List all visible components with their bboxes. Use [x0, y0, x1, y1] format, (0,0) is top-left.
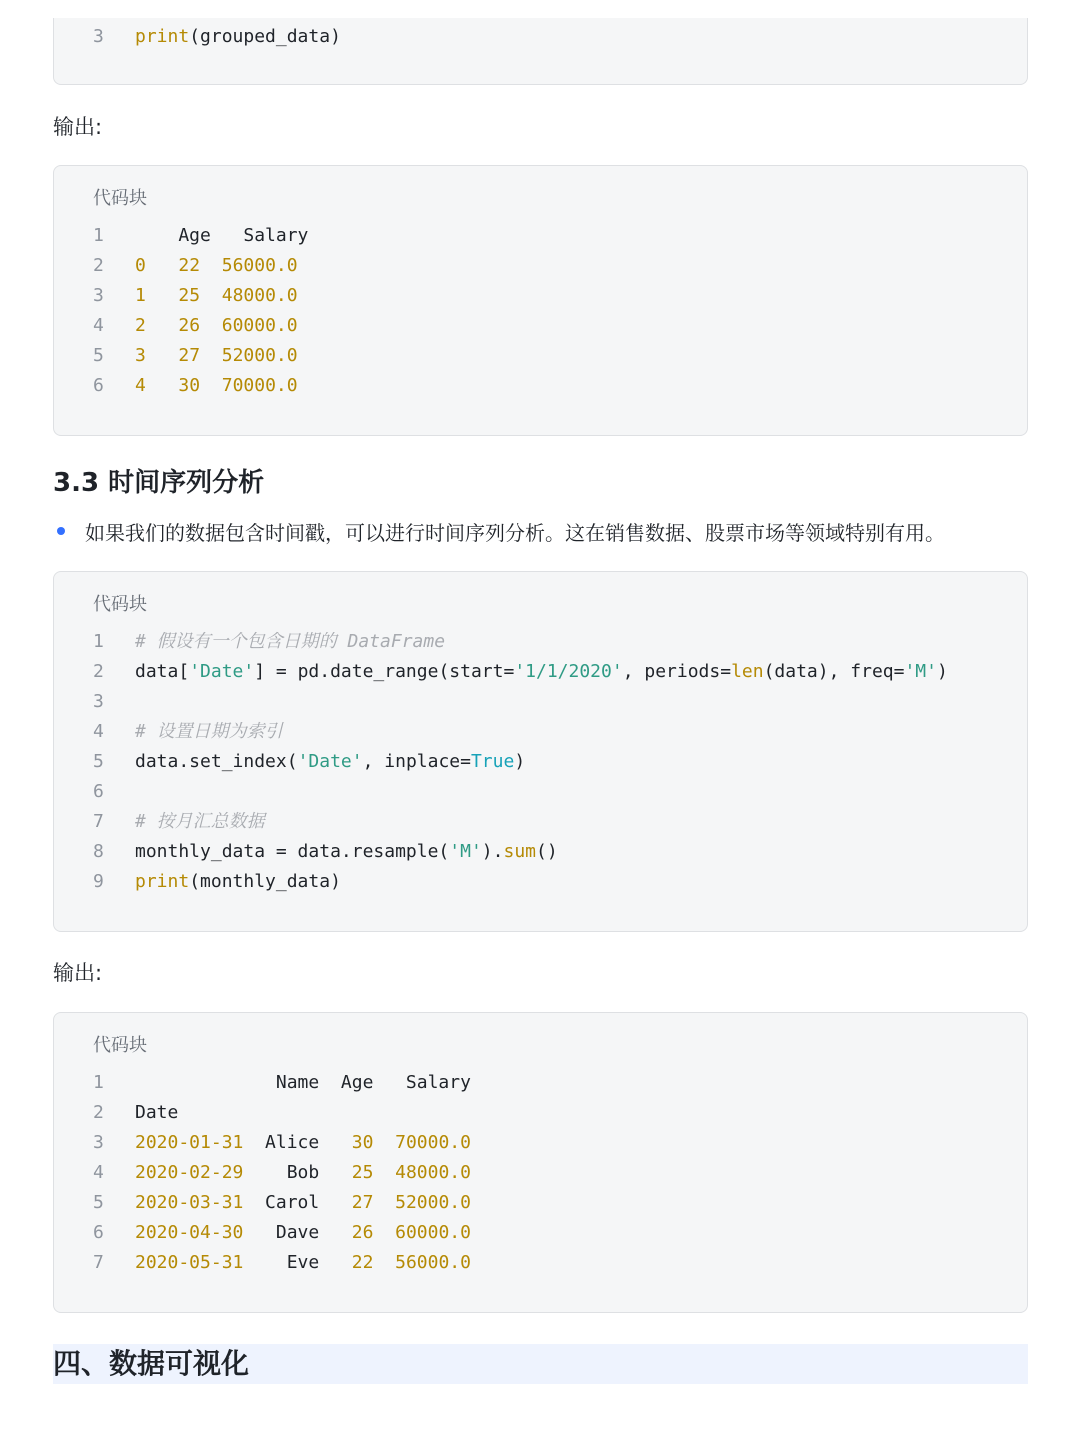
- code-token: 3: [135, 345, 146, 366]
- code-token: 22: [178, 255, 201, 276]
- code-token: 'M': [449, 841, 482, 862]
- code-token: 70000.0: [395, 1132, 471, 1153]
- code-token: [373, 1252, 395, 1273]
- code-token: 2020-02-29: [135, 1162, 244, 1183]
- code-token: 52000.0: [395, 1192, 471, 1213]
- code-token: 2020-04-30: [135, 1222, 244, 1243]
- code-line: [54, 1128, 1027, 1158]
- code-token: print: [135, 26, 190, 47]
- code-token: 1: [135, 285, 146, 306]
- code-token: 'Date': [189, 661, 255, 682]
- code-line: [54, 1098, 1027, 1128]
- code-token: 60000.0: [395, 1222, 471, 1243]
- code-line: [54, 747, 1027, 777]
- code-token: Carol: [243, 1192, 352, 1213]
- line-number: 2: [93, 661, 104, 682]
- code-token: [200, 345, 222, 366]
- code-block-label: 代码块: [93, 594, 147, 615]
- code-token: print: [135, 871, 190, 892]
- line-number: 4: [93, 315, 104, 336]
- code-token: Dave: [243, 1222, 352, 1243]
- code-token: 2: [135, 315, 146, 336]
- code-token: 25: [351, 1162, 374, 1183]
- bullet-dot-icon: [57, 527, 65, 535]
- output-label: 输出:: [53, 115, 103, 139]
- code-token: 70000.0: [221, 375, 298, 396]
- code-token: 0: [135, 255, 146, 276]
- code-token: Alice: [243, 1132, 352, 1153]
- code-line: [54, 687, 1027, 717]
- code-line: [54, 251, 1027, 281]
- chapter-heading: 四、数据可视化: [53, 1347, 250, 1380]
- code-line: [54, 627, 1027, 657]
- section-heading: 3.3 时间序列分析: [53, 468, 265, 498]
- code-token: 60000.0: [221, 315, 298, 336]
- code-token: sum: [503, 841, 536, 862]
- line-number: 7: [93, 811, 104, 832]
- code-token: 26: [178, 315, 201, 336]
- code-token: (): [536, 841, 558, 862]
- code-token: ] = pd.date_range(start=: [254, 661, 515, 682]
- code-token: 22: [351, 1252, 374, 1273]
- bullet-item: [53, 515, 945, 547]
- line-number: 3: [93, 691, 104, 712]
- code-block-label: 代码块: [93, 188, 147, 209]
- line-number: 3: [93, 26, 104, 47]
- line-number: 1: [93, 631, 104, 652]
- code-block-label: 代码块: [93, 1035, 147, 1056]
- code-token: 30: [178, 375, 201, 396]
- line-number: 3: [93, 285, 104, 306]
- code-block-time-series: [53, 571, 1028, 932]
- line-number: 2: [93, 255, 104, 276]
- code-token: [373, 1222, 395, 1243]
- code-lines: [54, 627, 1027, 897]
- code-token: 56000.0: [221, 255, 298, 276]
- line-number: 6: [93, 375, 104, 396]
- code-token: [146, 255, 179, 276]
- code-line: [54, 1068, 1027, 1098]
- code-token: data[: [135, 661, 190, 682]
- line-number: 1: [93, 225, 104, 246]
- code-lines: [54, 22, 1027, 52]
- code-token: [146, 345, 179, 366]
- code-line: [54, 867, 1027, 897]
- code-line: [54, 1218, 1027, 1248]
- code-token: [373, 1192, 395, 1213]
- line-number: 8: [93, 841, 104, 862]
- code-token: [200, 255, 222, 276]
- code-token: # 假设有一个包含日期的 DataFrame: [135, 631, 446, 652]
- code-token: 26: [351, 1222, 374, 1243]
- code-block-output-2: [53, 1012, 1028, 1313]
- code-token: [373, 1162, 395, 1183]
- code-line: [54, 717, 1027, 747]
- code-token: data.set_index(: [135, 751, 298, 772]
- code-token: monthly_data = data.resample(: [135, 841, 450, 862]
- code-line: [54, 341, 1027, 371]
- line-number: 3: [93, 1132, 104, 1153]
- code-line: [54, 1188, 1027, 1218]
- code-line: [54, 281, 1027, 311]
- code-token: ).: [481, 841, 504, 862]
- output-label: 输出:: [53, 961, 103, 985]
- line-number: 4: [93, 721, 104, 742]
- code-token: ): [936, 661, 948, 682]
- code-token: [373, 1132, 395, 1153]
- code-token: 27: [351, 1192, 374, 1213]
- code-token: 25: [178, 285, 201, 306]
- code-token: (monthly_data): [189, 871, 341, 892]
- code-token: 56000.0: [395, 1252, 471, 1273]
- code-block-partial: [53, 18, 1028, 85]
- line-number: 2: [93, 1102, 104, 1123]
- line-number: 9: [93, 871, 104, 892]
- code-token: len: [731, 661, 764, 682]
- code-token: 'Date': [297, 751, 363, 772]
- code-token: 27: [178, 345, 201, 366]
- code-token: 48000.0: [395, 1162, 471, 1183]
- code-line: [54, 1248, 1027, 1278]
- code-token: ): [514, 751, 526, 772]
- line-number: 6: [93, 781, 104, 802]
- code-token: 'M': [904, 661, 937, 682]
- code-token: Eve: [243, 1252, 352, 1273]
- code-token: 52000.0: [221, 345, 298, 366]
- code-token: Name Age Salary: [135, 1072, 471, 1093]
- code-block-output-1: [53, 165, 1028, 436]
- code-token: True: [470, 751, 515, 772]
- code-token: [146, 375, 179, 396]
- code-token: 2020-01-31: [135, 1132, 244, 1153]
- code-token: [200, 285, 222, 306]
- line-number: 4: [93, 1162, 104, 1183]
- line-number: 1: [93, 1072, 104, 1093]
- code-line: [54, 311, 1027, 341]
- line-number: 6: [93, 1222, 104, 1243]
- code-token: (grouped_data): [189, 26, 341, 47]
- code-token: 4: [135, 375, 146, 396]
- code-line: [54, 777, 1027, 807]
- code-token: # 按月汇总数据: [135, 811, 265, 832]
- code-line: [54, 371, 1027, 401]
- code-token: Age Salary: [135, 225, 309, 246]
- line-number: 7: [93, 1252, 104, 1273]
- code-line: [54, 807, 1027, 837]
- code-token: , periods=: [622, 661, 732, 682]
- code-line: [54, 657, 1027, 687]
- code-token: # 设置日期为索引: [135, 721, 283, 742]
- code-line: [54, 22, 1027, 52]
- line-number: 5: [93, 345, 104, 366]
- code-token: , inplace=: [362, 751, 471, 772]
- code-token: Date: [135, 1102, 179, 1123]
- bullet-text: 如果我们的数据包含时间戳，可以进行时间序列分析。这在销售数据、股票市场等领域特别有用。: [85, 520, 945, 545]
- code-token: 30: [351, 1132, 374, 1153]
- line-number: 5: [93, 751, 104, 772]
- code-token: 48000.0: [221, 285, 298, 306]
- code-token: (data), freq=: [763, 661, 905, 682]
- code-token: 2020-05-31: [135, 1252, 244, 1273]
- code-lines: [54, 221, 1027, 401]
- code-token: [146, 285, 179, 306]
- code-token: '1/1/2020': [514, 661, 623, 682]
- code-token: Bob: [243, 1162, 352, 1183]
- code-line: [54, 221, 1027, 251]
- code-lines: [54, 1068, 1027, 1278]
- code-token: [200, 375, 222, 396]
- code-line: [54, 837, 1027, 867]
- code-token: [200, 315, 222, 336]
- code-token: 2020-03-31: [135, 1192, 244, 1213]
- code-token: [146, 315, 179, 336]
- code-line: [54, 1158, 1027, 1188]
- line-number: 5: [93, 1192, 104, 1213]
